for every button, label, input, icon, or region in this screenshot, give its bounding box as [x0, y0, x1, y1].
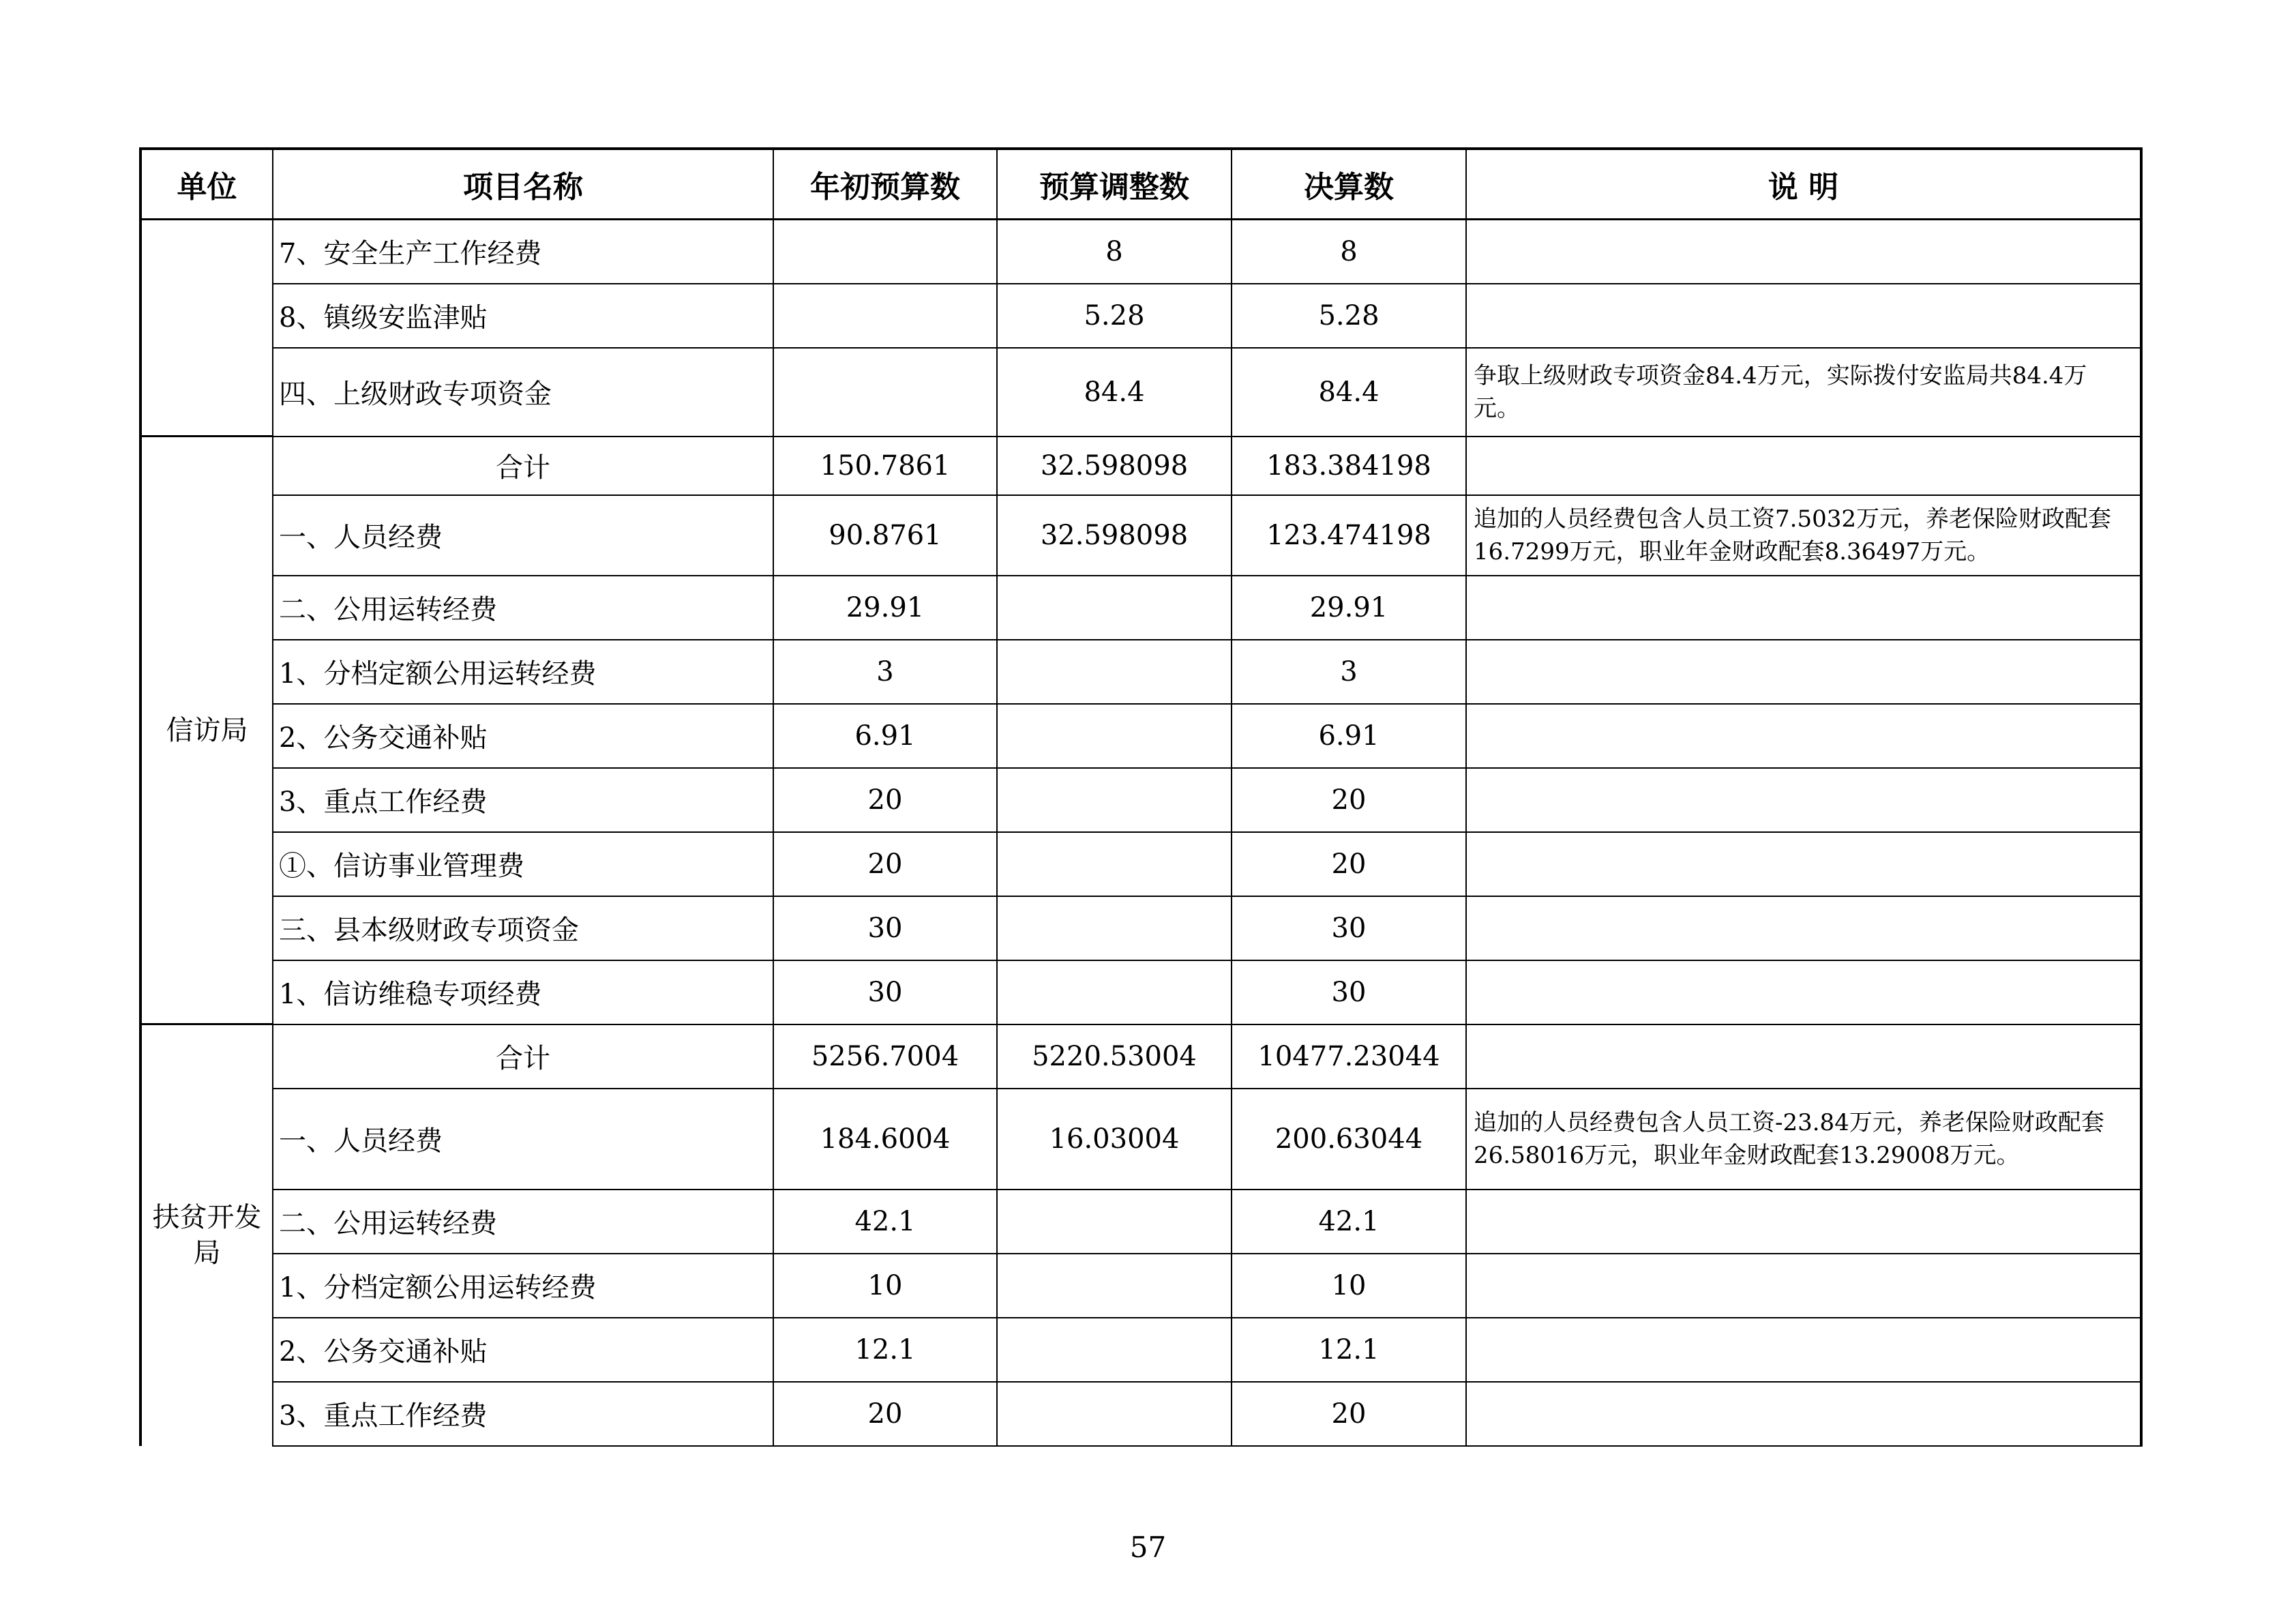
notes-cell — [1466, 1382, 2141, 1446]
table-row — [140, 437, 2141, 495]
notes-cell: 追加的人员经费包含人员工资-23.84万元，养老保险财政配套26.58016万元，职业年金财政配套13.29008万元。 — [1466, 1089, 2141, 1190]
budget-adjustment-cell — [997, 768, 1232, 832]
budget-adjustment-cell — [997, 704, 1232, 768]
table-row — [140, 1382, 2141, 1446]
budget-adjustment-cell: 5.28 — [997, 284, 1232, 348]
project-name-cell: 合计 — [273, 437, 773, 495]
notes-cell — [1466, 1254, 2141, 1318]
initial-budget-cell — [773, 284, 997, 348]
initial-budget-cell: 30 — [773, 896, 997, 960]
final-account-cell: 29.91 — [1232, 576, 1466, 640]
final-account-cell: 8 — [1232, 220, 1466, 284]
budget-adjustment-cell — [997, 832, 1232, 896]
table-row — [140, 640, 2141, 704]
initial-budget-cell — [773, 348, 997, 437]
unit-cell: 信访局 — [140, 437, 273, 1024]
budget-adjustment-cell: 16.03004 — [997, 1089, 1232, 1190]
project-name-cell: 1、分档定额公用运转经费 — [273, 1254, 773, 1318]
header-row — [140, 149, 2141, 220]
notes-cell — [1466, 640, 2141, 704]
notes-cell — [1466, 220, 2141, 284]
notes-cell — [1466, 704, 2141, 768]
notes-cell: 追加的人员经费包含人员工资7.5032万元，养老保险财政配套16.7299万元，职业年金财政配套8.36497万元。 — [1466, 495, 2141, 576]
final-account-cell: 42.1 — [1232, 1190, 1466, 1254]
project-name-cell: 二、公用运转经费 — [273, 1190, 773, 1254]
initial-budget-cell: 184.6004 — [773, 1089, 997, 1190]
initial-budget-cell: 30 — [773, 960, 997, 1024]
final-account-cell: 30 — [1232, 896, 1466, 960]
notes-cell — [1466, 768, 2141, 832]
project-name-cell: 合计 — [273, 1024, 773, 1089]
notes-cell — [1466, 832, 2141, 896]
budget-adjustment-cell — [997, 1254, 1232, 1318]
header-initial-budget: 年初预算数 — [773, 149, 997, 220]
notes-cell — [1466, 1190, 2141, 1254]
budget-adjustment-cell: 32.598098 — [997, 495, 1232, 576]
project-name-cell: 2、公务交通补贴 — [273, 1318, 773, 1382]
budget-adjustment-cell — [997, 1318, 1232, 1382]
initial-budget-cell — [773, 220, 997, 284]
budget-adjustment-cell — [997, 960, 1232, 1024]
project-name-cell: 二、公用运转经费 — [273, 576, 773, 640]
notes-cell — [1466, 437, 2141, 495]
notes-cell — [1466, 1024, 2141, 1089]
project-name-cell: 2、公务交通补贴 — [273, 704, 773, 768]
final-account-cell: 6.91 — [1232, 704, 1466, 768]
budget-adjustment-cell — [997, 1190, 1232, 1254]
project-name-cell: 8、镇级安监津贴 — [273, 284, 773, 348]
budget-table — [139, 147, 2143, 1447]
header-project-name: 项目名称 — [273, 149, 773, 220]
project-name-cell: 一、人员经费 — [273, 1089, 773, 1190]
table-row — [140, 1024, 2141, 1089]
header-budget-adjustment: 预算调整数 — [997, 149, 1232, 220]
header-final-account: 决算数 — [1232, 149, 1466, 220]
notes-cell — [1466, 284, 2141, 348]
table-row — [140, 1089, 2141, 1190]
initial-budget-cell: 5256.7004 — [773, 1024, 997, 1089]
initial-budget-cell: 29.91 — [773, 576, 997, 640]
table-row — [140, 896, 2141, 960]
initial-budget-cell: 20 — [773, 832, 997, 896]
final-account-cell: 12.1 — [1232, 1318, 1466, 1382]
table-row — [140, 1318, 2141, 1382]
initial-budget-cell: 12.1 — [773, 1318, 997, 1382]
project-name-cell: 3、重点工作经费 — [273, 1382, 773, 1446]
table-body — [140, 220, 2141, 1446]
project-name-cell: 1、信访维稳专项经费 — [273, 960, 773, 1024]
table-row — [140, 284, 2141, 348]
table-row — [140, 1190, 2141, 1254]
table-row — [140, 832, 2141, 896]
project-name-cell: 1、分档定额公用运转经费 — [273, 640, 773, 704]
unit-cell: 扶贫开发局 — [140, 1024, 273, 1446]
table-row — [140, 576, 2141, 640]
final-account-cell: 10 — [1232, 1254, 1466, 1318]
header-unit: 单位 — [140, 149, 273, 220]
table-row — [140, 1254, 2141, 1318]
page-number: 57 — [1129, 1531, 1167, 1564]
table-row — [140, 220, 2141, 284]
initial-budget-cell: 10 — [773, 1254, 997, 1318]
table-row — [140, 495, 2141, 576]
final-account-cell: 30 — [1232, 960, 1466, 1024]
final-account-cell: 183.384198 — [1232, 437, 1466, 495]
budget-adjustment-cell: 32.598098 — [997, 437, 1232, 495]
table-row — [140, 704, 2141, 768]
notes-cell — [1466, 576, 2141, 640]
initial-budget-cell: 42.1 — [773, 1190, 997, 1254]
final-account-cell: 3 — [1232, 640, 1466, 704]
initial-budget-cell: 90.8761 — [773, 495, 997, 576]
final-account-cell: 123.474198 — [1232, 495, 1466, 576]
initial-budget-cell: 150.7861 — [773, 437, 997, 495]
notes-cell — [1466, 896, 2141, 960]
budget-adjustment-cell: 5220.53004 — [997, 1024, 1232, 1089]
unit-cell — [140, 220, 273, 437]
budget-adjustment-cell — [997, 1382, 1232, 1446]
initial-budget-cell: 20 — [773, 1382, 997, 1446]
budget-adjustment-cell — [997, 576, 1232, 640]
project-name-cell: 一、人员经费 — [273, 495, 773, 576]
budget-adjustment-cell — [997, 896, 1232, 960]
table-row — [140, 348, 2141, 437]
final-account-cell: 200.63044 — [1232, 1089, 1466, 1190]
budget-adjustment-cell: 8 — [997, 220, 1232, 284]
initial-budget-cell: 20 — [773, 768, 997, 832]
final-account-cell: 84.4 — [1232, 348, 1466, 437]
header-notes: 说 明 — [1466, 149, 2141, 220]
notes-cell: 争取上级财政专项资金84.4万元，实际拨付安监局共84.4万元。 — [1466, 348, 2141, 437]
table-row — [140, 768, 2141, 832]
budget-adjustment-cell: 84.4 — [997, 348, 1232, 437]
final-account-cell: 20 — [1232, 832, 1466, 896]
project-name-cell: 三、县本级财政专项资金 — [273, 896, 773, 960]
project-name-cell: 7、安全生产工作经费 — [273, 220, 773, 284]
final-account-cell: 10477.23044 — [1232, 1024, 1466, 1089]
notes-cell — [1466, 1318, 2141, 1382]
final-account-cell: 20 — [1232, 768, 1466, 832]
initial-budget-cell: 6.91 — [773, 704, 997, 768]
final-account-cell: 20 — [1232, 1382, 1466, 1446]
project-name-cell: 3、重点工作经费 — [273, 768, 773, 832]
initial-budget-cell: 3 — [773, 640, 997, 704]
project-name-cell: 四、上级财政专项资金 — [273, 348, 773, 437]
table-row — [140, 960, 2141, 1024]
project-name-cell: ①、信访事业管理费 — [273, 832, 773, 896]
notes-cell — [1466, 960, 2141, 1024]
final-account-cell: 5.28 — [1232, 284, 1466, 348]
budget-adjustment-cell — [997, 640, 1232, 704]
